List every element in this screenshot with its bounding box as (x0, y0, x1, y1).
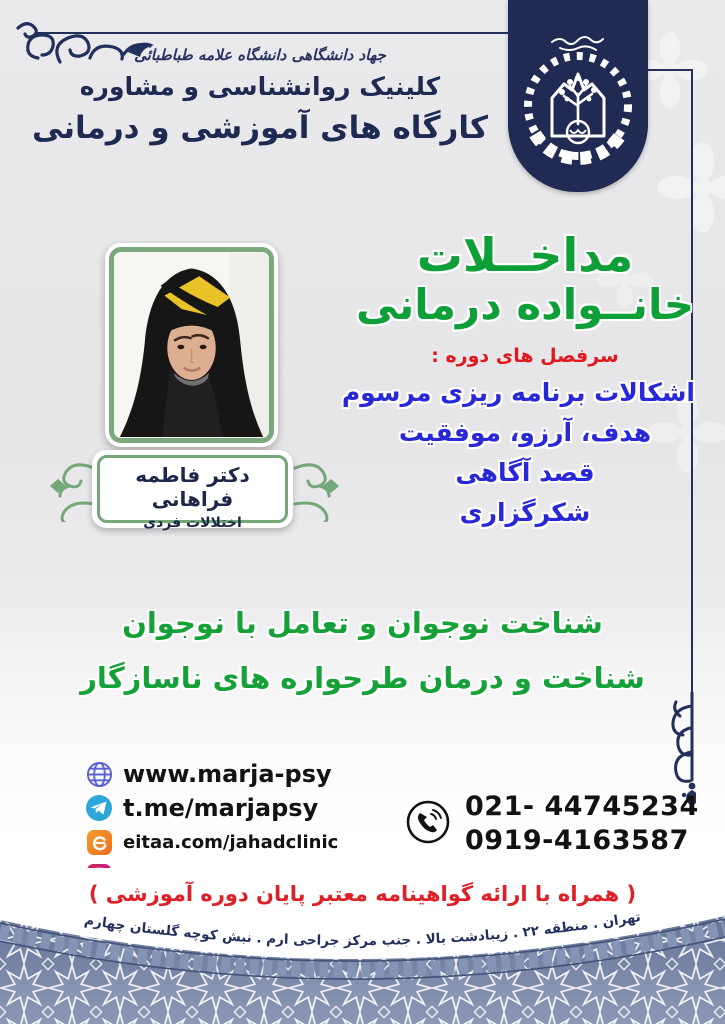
plate-ornament-left (46, 456, 96, 522)
telegram-icon (85, 794, 113, 822)
course-extra-line: شناخت و درمان طرحواره های ناسازگار (80, 661, 645, 695)
header-rule-right (648, 69, 692, 71)
eitaa-icon (85, 828, 113, 856)
workshops-title: کارگاه های آموزشی و درمانی (31, 110, 488, 146)
topic-item: شکرگزاری (459, 497, 591, 527)
instructor-portrait-image (114, 252, 269, 438)
background-flower-decoration (655, 140, 725, 235)
globe-icon (85, 760, 113, 788)
address-curved-text: تهران . منطقه ۲۲ . زیبادشت بالا . جنب مرکز جراحی ارم . نبش کوچه گلستان چهارم (83, 908, 642, 950)
eitaa-row[interactable] (85, 828, 395, 856)
eitaa-link: eitaa.com/jahadclinic (123, 831, 339, 853)
logo-banner (508, 0, 648, 192)
phone-block[interactable] (405, 790, 699, 858)
topics-label: سرفصل های دوره : (431, 344, 619, 367)
certificate-note: ( همراه با ارائه گواهینامه معتبر پایان دوره آموزشی ) (88, 882, 637, 906)
telegram-row[interactable] (85, 794, 395, 822)
instructor-name-plate (92, 450, 293, 531)
telegram-link: t.me/marjapsy (123, 794, 319, 822)
poster-header (10, 46, 510, 146)
university-jahad-emblem-icon (518, 26, 638, 176)
plate-ornament-right (293, 456, 343, 522)
course-title-line1: مداخــلات (416, 228, 634, 282)
phone-icon (405, 799, 451, 849)
topic-item: قصد آگاهی (455, 457, 595, 487)
instructor-name: دکتر فاطمه فراهانی (135, 463, 250, 511)
website-row[interactable] (85, 760, 395, 788)
topic-item: اشکالات برنامه ریزی مرسوم (341, 377, 695, 407)
instructor-photo (105, 243, 278, 447)
organization-name: جهاد دانشگاهی دانشگاه علامه طباطبائی (134, 46, 386, 64)
topic-item: هدف، آرزو، موفقیت (398, 417, 652, 447)
website-link: www.marja-psy (123, 760, 332, 788)
phone-number-1: 021- 44745234 (465, 791, 699, 822)
phone-number-2: 0919-4163587 (465, 825, 689, 856)
instructor-specialty: اختلالات فردی (143, 515, 242, 531)
course-section (341, 228, 695, 527)
course-extra-section (30, 606, 695, 695)
clinic-name: کلینیک روانشناسی و مشاوره (79, 72, 441, 101)
course-extra-line: شناخت نوجوان و تعامل با نوجوان (122, 606, 603, 640)
course-title-line2: خانــواده درمانی (356, 279, 694, 329)
